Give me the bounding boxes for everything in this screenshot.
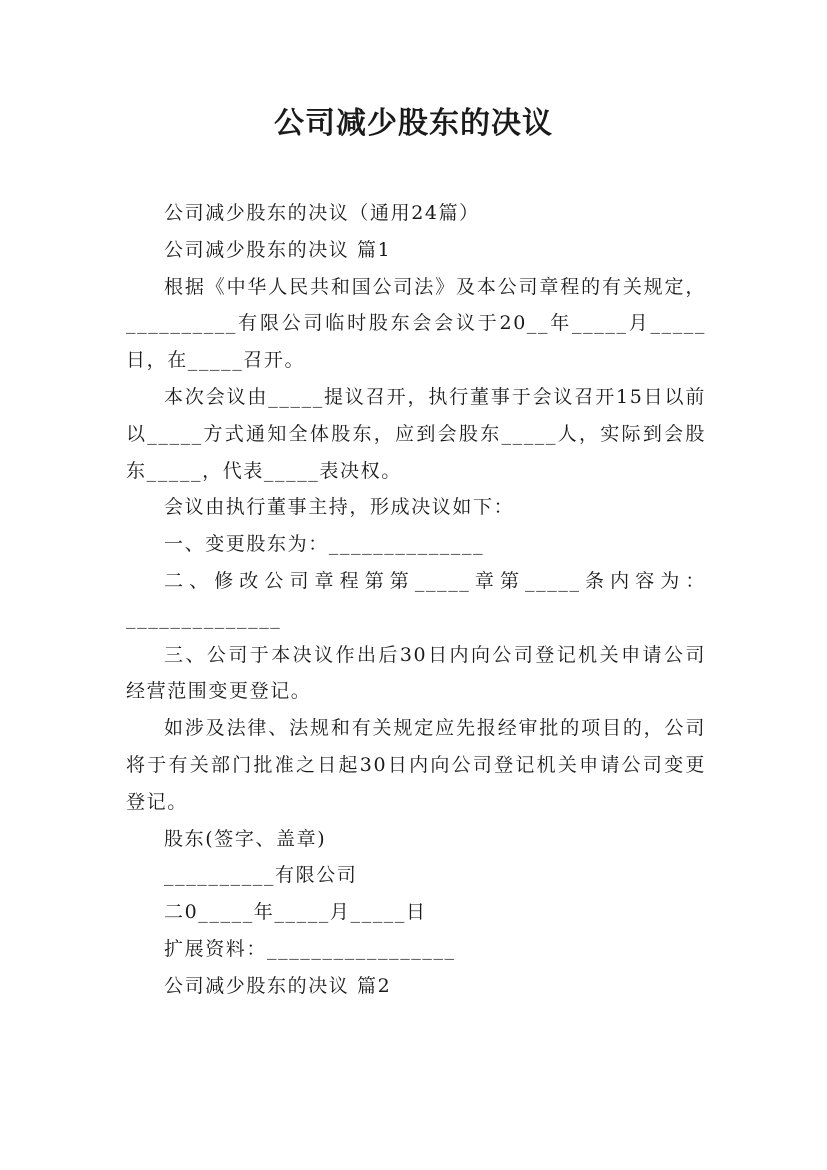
paragraph-meeting-convening: 本次会议由_____提议召开，执行董事于会议召开15日以前以_____方式通知全体股东，应到会股东_____人，实际到会股东_____，代表_____表决权。 — [126, 385, 706, 482]
paragraph-date-line: 二0_____年_____月_____日 — [164, 901, 427, 924]
paragraph-extended-materials: 扩展资料：_________________ — [164, 937, 456, 960]
paragraph-article-heading-2: 公司减少股东的决议 篇2 — [164, 974, 392, 997]
paragraph-collection-heading: 公司减少股东的决议（通用24篇） — [164, 202, 480, 224]
paragraph-article-heading-1: 公司减少股东的决议 篇1 — [164, 238, 392, 261]
document-title: 公司减少股东的决议 — [274, 106, 553, 141]
paragraph-signature-line: 股东(签字、盖章) — [164, 827, 327, 850]
paragraph-item-3: 三、公司于本决议作出后30日内向公司登记机关申请公司经营范围变更登记。 — [126, 643, 706, 703]
document-body — [126, 195, 706, 1005]
paragraph-company-name: __________有限公司 — [164, 864, 358, 887]
paragraph-item-1: 一、变更股东为：______________ — [164, 533, 485, 556]
paragraph-approval-note: 如涉及法律、法规和有关规定应先报经审批的项目的，公司将于有关部门批准之日起30日内向公司登记机关申请公司变更登记。 — [126, 717, 706, 813]
paragraph-item-2: 二、修改公司章程第第_____章第_____条内容为：______________ — [126, 569, 706, 629]
paragraph-meeting-basis: 根据《中华人民共和国公司法》及本公司章程的有关规定，__________有限公司临时股东会会议于20__年_____月_____日，在_____召开。 — [126, 275, 706, 372]
paragraph-resolution-intro: 会议由执行董事主持，形成决议如下： — [164, 496, 515, 519]
